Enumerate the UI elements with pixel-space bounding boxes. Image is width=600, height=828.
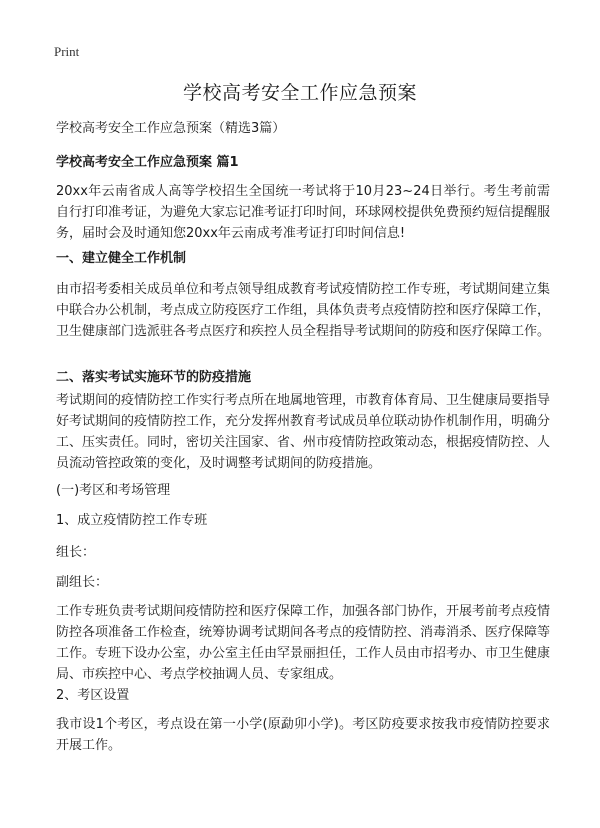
item-1: 1、成立疫情防控工作专班 <box>56 513 208 528</box>
article-title: 学校高考安全工作应急预案 篇1 <box>56 155 239 170</box>
page-title: 学校高考安全工作应急预案 <box>182 82 417 104</box>
team-paragraph: 工作专班负责考试期间疫情防控和医疗保障工作，加强各部门协作，开展考前考点疫情防控各项准备工作检查，统筹协调考试期间各考点的疫情防控、消毒消杀、医疗保障等工作。专班下设办公室，办公室主任由罕景丽担任，工作人员由市招考办、市卫生健康局、市疾控中心、考点学校抽调人员、专家组成。 <box>56 604 551 682</box>
section2-heading: 二、落实考试实施环节的防疫措施 <box>56 370 252 385</box>
area-paragraph: 我市设1个考区，考点设在第一小学(原勐卯小学)。考区防疫要求按我市疫情防控要求开展工作。 <box>56 717 550 753</box>
subtitle: 学校高考安全工作应急预案（精选3篇） <box>56 121 286 136</box>
item-2: 2、考区设置 <box>56 688 130 703</box>
section1-body: 由市招考委相关成员单位和考点领导组成教育考试疫情防控工作专班，考试期间建立集中联合办公机制，考点成立防疫医疗工作组，具体负责考点疫情防控和医疗保障工作，卫生健康部门选派驻各考点医疗和疾控人员全程指导考试期间的防疫和医疗保障工作。 <box>56 282 551 339</box>
leader-label: 组长： <box>56 545 96 560</box>
section1-heading: 一、建立健全工作机制 <box>56 251 187 266</box>
deputy-label: 副组长： <box>56 575 109 590</box>
print-link[interactable]: Print <box>54 44 80 59</box>
subsection-a: (一)考区和考场管理 <box>56 483 171 498</box>
section2-body: 考试期间的疫情防控工作实行考点所在地属地管理，市教育体育局、卫生健康局要指导好考试期间的疫情防控工作，充分发挥州教育考试成员单位联动协作机制作用，明确分工、压实责任。同时，密切关注国家、省、州市疫情防控政策动态，根据疫情防控、人员流动管控政策的变化，及时调整考试期间的防疫措施。 <box>56 393 551 471</box>
intro-paragraph: 20xx年云南省成人高等学校招生全国统一考试将于10月23~24日举行。考生考前需自行打印准考证，为避免大家忘记准考证打印时间，环球网校提供免费预约短信提醒服务，届时会及时通知您20xx年云南成考准考证打印时间信息! <box>56 184 551 241</box>
